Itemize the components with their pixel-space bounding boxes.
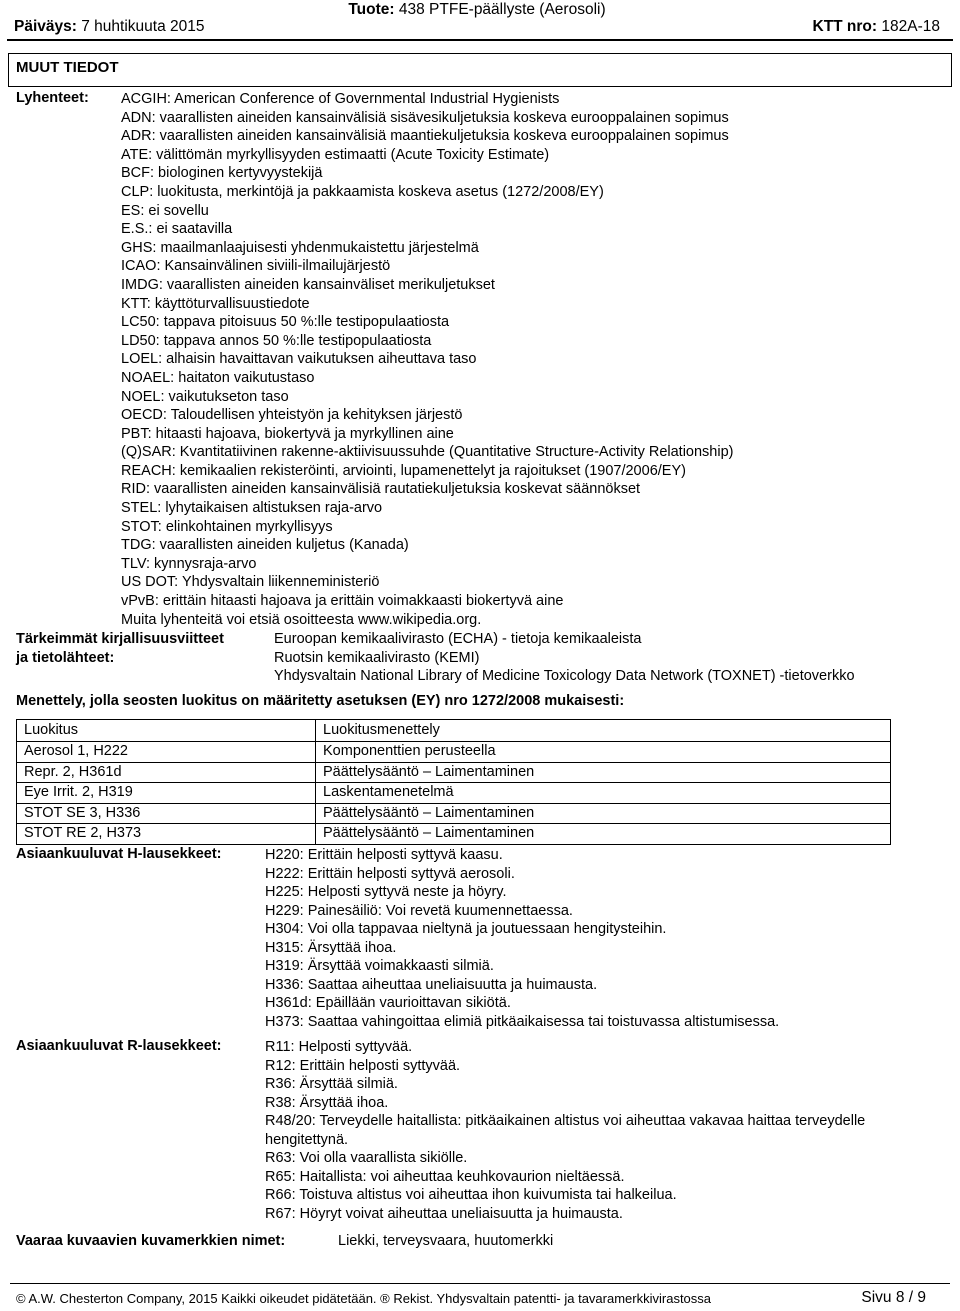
literature-item: Ruotsin kemikaalivirasto (KEMI): [274, 649, 480, 666]
h-statement: H315: Ärsyttää ihoa.: [265, 939, 397, 956]
r-statement: R63: Voi olla vaarallista sikiölle.: [265, 1150, 468, 1166]
r-statement: R48/20: Terveydelle haitallista: pitkäaikainen altistus voi aiheuttaa vakavaa haittaa terveydelle hengitettynä.: [265, 1113, 866, 1148]
page-value: 8 / 9: [895, 1289, 926, 1306]
classification-table: [16, 719, 891, 845]
date-label: Päiväys:: [14, 18, 77, 35]
literature-label: [16, 630, 224, 667]
h-statement: H361d: Epäillään vaurioittavan sikiötä.: [265, 995, 511, 1011]
r-statement: R36: Ärsyttää silmiä.: [265, 1076, 398, 1092]
abbreviation-item: ICAO: Kansainvälinen siviili-ilmailujärjestö: [121, 258, 391, 275]
literature-label-line: Tärkeimmät kirjallisuusviitteet: [16, 631, 224, 647]
page-number: [861, 1289, 926, 1307]
h-statement: H319: Ärsyttää voimakkaasti silmiä.: [265, 958, 494, 974]
abbreviation-item: STEL: lyhytaikaisen altistuksen raja-arvo: [121, 500, 383, 517]
table-header-row: [17, 720, 891, 742]
h-statement: H222: Erittäin helposti syttyvä aerosoli.: [265, 865, 515, 882]
literature-item: Euroopan kemikaalivirasto (ECHA) - tietoja kemikaaleista: [274, 631, 642, 647]
procedure-cell: Päättelysääntö – Laimentaminen: [316, 824, 891, 845]
pictograms-value: Liekki, terveysvaara, huutomerkki: [338, 1233, 554, 1249]
h-statement: H336: Saattaa aiheuttaa uneliaisuutta ja huimausta.: [265, 976, 598, 993]
h-statement: H225: Helposti syttyvä neste ja höyry.: [265, 884, 507, 900]
table-row: [17, 762, 891, 783]
abbreviation-item: BCF: biologinen kertyvyystekijä: [121, 165, 323, 182]
procedure-cell: Päättelysääntö – Laimentaminen: [316, 762, 891, 783]
procedure-cell: Laskentamenetelmä: [316, 783, 891, 804]
abbreviation-item: ACGIH: American Conference of Governmental Industrial Hygienists: [121, 91, 560, 107]
h-statement: H229: Painesäiliö: Voi revetä kuumennettaessa.: [265, 902, 573, 919]
abbreviation-item: IMDG: vaarallisten aineiden kansainväliset merikuljetukset: [121, 276, 495, 293]
abbreviation-item: STOT: elinkohtainen myrkyllisyys: [121, 518, 333, 535]
abbreviation-item: ATE: välittömän myrkyllisyyden estimaatti (Acute Toxicity Estimate): [121, 146, 550, 163]
abbreviation-item: LOEL: alhaisin havaittavan vaikutuksen aiheuttava taso: [121, 351, 477, 368]
section-header: [8, 53, 952, 87]
abbreviation-item: TLV: kynnysraja-arvo: [121, 555, 257, 572]
abbreviation-item: PBT: hitaasti hajoava, biokertyvä ja myrkyllinen aine: [121, 425, 454, 442]
abbreviation-item: REACH: kemikaalien rekisteröinti, arviointi, lupamenettelyt ja rajoitukset (1907/2006/EY): [121, 462, 686, 479]
abbreviation-item: KTT: käyttöturvallisuustiedote: [121, 295, 310, 312]
abbreviation-item: ES: ei sovellu: [121, 202, 209, 219]
h-statements-label: Asiaankuuluvat H-lausekkeet:: [16, 846, 222, 862]
r-statement: R67: Höyryt voivat aiheuttaa uneliaisuutta ja huimausta.: [265, 1205, 623, 1222]
abbreviation-item: NOEL: vaikutukseton taso: [121, 388, 289, 405]
table-header-cell: Luokitusmenettely: [316, 720, 891, 742]
h-statements-list: [265, 846, 779, 1031]
abbreviation-item: OECD: Taloudellisen yhteistyön ja kehityksen järjestö: [121, 407, 463, 424]
abbreviation-item: E.S.: ei saatavilla: [121, 221, 233, 238]
table-row: [17, 824, 891, 845]
classification-cell: STOT SE 3, H336: [17, 803, 316, 824]
r-statement: R66: Toistuva altistus voi aiheuttaa ihon kuivumista tai halkeilua.: [265, 1187, 677, 1203]
ktt-value: 182A-18: [881, 18, 940, 35]
abbreviation-item: CLP: luokitusta, merkintöjä ja pakkaamista koskeva asetus (1272/2008/EY): [121, 183, 604, 200]
method-heading: Menettely, jolla seosten luokitus on määritetty asetuksen (EY) nro 1272/2008 mukaisesti:: [16, 693, 625, 709]
r-statement: R65: Haitallista: voi aiheuttaa keuhkovaurion nieltäessä.: [265, 1168, 625, 1185]
r-statement: R38: Ärsyttää ihoa.: [265, 1094, 389, 1111]
h-statement: H373: Saattaa vahingoittaa elimiä pitkäaikaisessa tai toistuvassa altistumisessa.: [265, 1013, 780, 1030]
abbreviation-item: LC50: tappava pitoisuus 50 %:lle testipopulaatiosta: [121, 314, 450, 331]
ktt-field: [813, 18, 941, 36]
footer-divider: [10, 1283, 950, 1284]
procedure-cell: Päättelysääntö – Laimentaminen: [316, 803, 891, 824]
ktt-label: KTT nro:: [812, 18, 878, 35]
date-value: 7 huhtikuuta 2015: [81, 18, 205, 35]
abbreviation-item: LD50: tappava annos 50 %:lle testipopulaatiosta: [121, 332, 432, 349]
abbreviation-item: RID: vaarallisten aineiden kansainvälisiä rautatiekuljetuksia koskevat säännökset: [121, 481, 641, 498]
procedure-cell: Komponenttien perusteella: [316, 742, 891, 763]
classification-cell: STOT RE 2, H373: [17, 824, 316, 845]
abbreviation-item: ADN: vaarallisten aineiden kansainvälisiä sisävesikuljetuksia koskeva eurooppalainen sopimus: [121, 109, 729, 126]
classification-cell: Repr. 2, H361d: [17, 762, 316, 783]
table-row: [17, 803, 891, 824]
r-statement: R11: Helposti syttyvää.: [265, 1039, 413, 1055]
abbreviations-list: [121, 90, 733, 629]
product-value: 438 PTFE-päällyste (Aerosoli): [398, 1, 606, 18]
literature-label-line: ja tietolähteet:: [16, 649, 115, 666]
r-statements-list: [265, 1038, 945, 1223]
abbreviation-item: (Q)SAR: Kvantitatiivinen rakenne-aktiivisuussuhde (Quantitative Structure-Activity Relationship): [121, 444, 734, 461]
abbreviation-item: Muita lyhenteitä voi etsiä osoitteesta www.wikipedia.org.: [121, 611, 482, 628]
abbreviation-item: GHS: maailmanlaajuisesti yhdenmukaistettu järjestelmä: [121, 239, 479, 256]
page-label: Sivu: [861, 1289, 892, 1306]
table-header-cell: Luokitus: [17, 720, 316, 742]
abbreviation-item: vPvB: erittäin hitaasti hajoava ja erittäin voimakkaasti biokertyvä aine: [121, 593, 564, 610]
pictograms-label: Vaaraa kuvaavien kuvamerkkien nimet:: [16, 1233, 286, 1249]
literature-item: Yhdysvaltain National Library of Medicine Toxicology Data Network (TOXNET) -tietoverkko: [274, 668, 855, 685]
h-statement: H304: Voi olla tappavaa nieltynä ja joutuessaan hengitysteihin.: [265, 921, 667, 937]
abbreviations-label: Lyhenteet:: [16, 90, 89, 106]
table-row: [17, 742, 891, 763]
classification-cell: Aerosol 1, H222: [17, 742, 316, 763]
literature-list: [274, 630, 855, 686]
footer-copyright: © A.W. Chesterton Company, 2015 Kaikki oikeudet pidätetään. ® Rekist. Yhdysvaltain patentti- ja tavaramerkkivirastossa: [16, 1291, 712, 1306]
abbreviation-item: ADR: vaarallisten aineiden kansainvälisiä maantiekuljetuksia koskeva eurooppalainen sopimus: [121, 128, 729, 145]
section-title: MUUT TIEDOT: [16, 59, 119, 76]
h-statement: H220: Erittäin helposti syttyvä kaasu.: [265, 847, 503, 863]
table-row: [17, 783, 891, 804]
abbreviation-item: NOAEL: haitaton vaikutustaso: [121, 369, 315, 386]
product-title: [14, 1, 940, 19]
r-statement: R12: Erittäin helposti syttyvää.: [265, 1057, 461, 1074]
abbreviation-item: TDG: vaarallisten aineiden kuljetus (Kanada): [121, 537, 409, 554]
date-field: [14, 18, 204, 36]
product-label: Tuote:: [348, 1, 395, 18]
classification-cell: Eye Irrit. 2, H319: [17, 783, 316, 804]
header-divider: [7, 39, 953, 41]
page-header: [14, 0, 940, 40]
abbreviation-item: US DOT: Yhdysvaltain liikenneministeriö: [121, 574, 380, 591]
r-statements-label: Asiaankuuluvat R-lausekkeet:: [16, 1038, 222, 1054]
